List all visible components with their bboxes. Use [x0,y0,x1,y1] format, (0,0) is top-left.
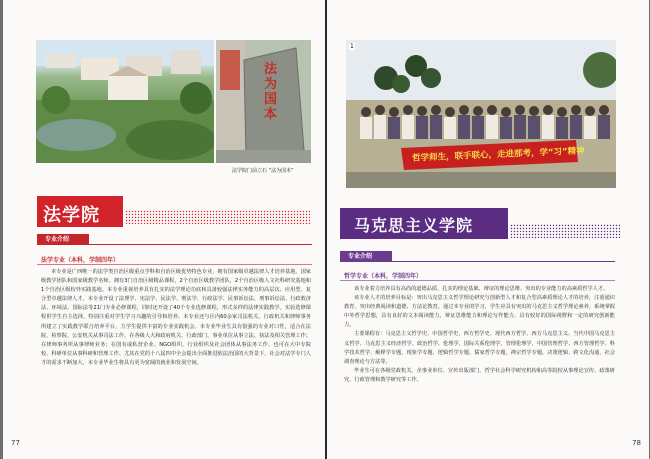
college-title-bar-right [340,208,508,239]
title-dot-pattern-right [510,222,620,240]
photo-caption: 法学院门前立石 “法为国本” [232,168,294,174]
major-heading: 法学专业（本科，学制四年） [41,257,120,264]
philosophy-paragraph-1: 该专业着力培养具有高尚的道德品质、扎实的理论基础、辩证的理论思维、突出的专业能力的高素质哲学人才。 [354,286,609,292]
group-banner-text: 哲学师生，联手联心，走进那考，学“习”精神 [411,146,585,164]
college-title-right: 马克思主义学院 [354,216,474,235]
page-number-left: 77 [11,439,20,447]
page-number-right: 78 [632,439,641,447]
left-page [3,0,325,459]
law-paragraph: 本专业是广西唯一的法学类自治区级重点学科和自治区级优势特色专业，拥有国家级卓越法律人才培养基地、国家级教学团队和国家级教学名师。拥有3门自治区级精品课程，2个自治区级教学团队，2个自治区级人文社科研究基地和1个自治区级校外实践基地。本专业重视培养具有扎实的法学理论功底和具备较强法律实务能力的高层次、应用型、复合型卓越法律人才。本专业开设了法理学、宪法学、民法学、刑法学、行政法学、民事诉讼法、刑事诉讼法、行政救济法、环境法、国际法等21门专业必修课程，同时还开设了40个专业选修课程，形式多样的法律实践教学。实验选修课程供学生自主选择，特别注重对学生学习兴趣的引导和培养。本专业还与区内60余家司法机关、行政机关和律师事务所建立了实践教学联合培养平台，力学生提供丰富的专业实践机会。本专业毕业生具有很强的专业对口性，适合在法院、检察院、公安机关从事司法工作，在各级人大和政府机关、行政部门、事业单位从事立法、执法及相关管理工作；在律师事务所从事律师业务；在国有或私营企业、NGO组织、行业组织及社会团体从事法务工作，也可在大中专院校、科研单位从事科研和管理工作。尤其在党的十八届四中全会提出全面推进依法治国的大背景下，社会对法学专门人才的需求不断加大，本专业毕业生将具有更为宽阔的就业和发展空间。 [41,269,311,366]
right-page [327,0,649,459]
college-title: 法学院 [43,205,100,226]
title-dot-pattern [125,208,310,226]
photo-index: 1 [350,43,354,50]
campus-photo [36,40,214,163]
law-description [41,268,311,368]
intro-rule [37,244,312,245]
intro-tab-right: 专业介绍 [340,251,392,262]
major-rule-right [340,280,615,281]
stone-photo [216,40,311,163]
philosophy-paragraph-2: 该专业人才的培养目标是：突出马克思主义哲学理论研究与创新型人才和复合型高素质理论人才的培养，注重通识教育，突出经典阅读和道德、方法论教育。通过本专业的学习，学生应具有突出的马克思主义哲学理论素养，系统掌握中外哲学思想，具有良好的文本阅读能力、辩证思维能力和理论写作能力，具有较好的国际视野和一定的研究创新能力。 [344,295,615,329]
philosophy-paragraph-3: 主要课程有：马克思主义哲学史、中国哲学史、西方哲学史、现代西方哲学、西方马克思主义、当代中国马克思主义哲学、马克思主义经济哲学、政治哲学、伦理学、国际关系伦理学、管理伦理学、中国管理哲学、西方管理哲学、科学技术哲学、解释学专题、现象学专题、逻辑哲学专题、儒家哲学专题、禅宗哲学专题、决策逻辑、跨文化沟通、社会调查理论与方法等。 [344,331,615,365]
major-heading-right: 哲学专业（本科，学制四年） [344,273,423,280]
major-rule [37,264,312,265]
college-title-bar [37,196,123,227]
philosophy-paragraph-4: 毕业生可在各级党政机关、企事业单位、宣传出版部门、哲学社会科学研究机构和高等院校从事理论宣传、政策研究、行政管理和教学研究等工作。 [344,367,615,383]
intro-tab: 专业介绍 [37,234,89,245]
stone-inscription: 法为国本 [264,62,278,122]
philosophy-description [344,285,615,385]
group-photo [346,40,616,188]
intro-rule-right [340,261,615,262]
